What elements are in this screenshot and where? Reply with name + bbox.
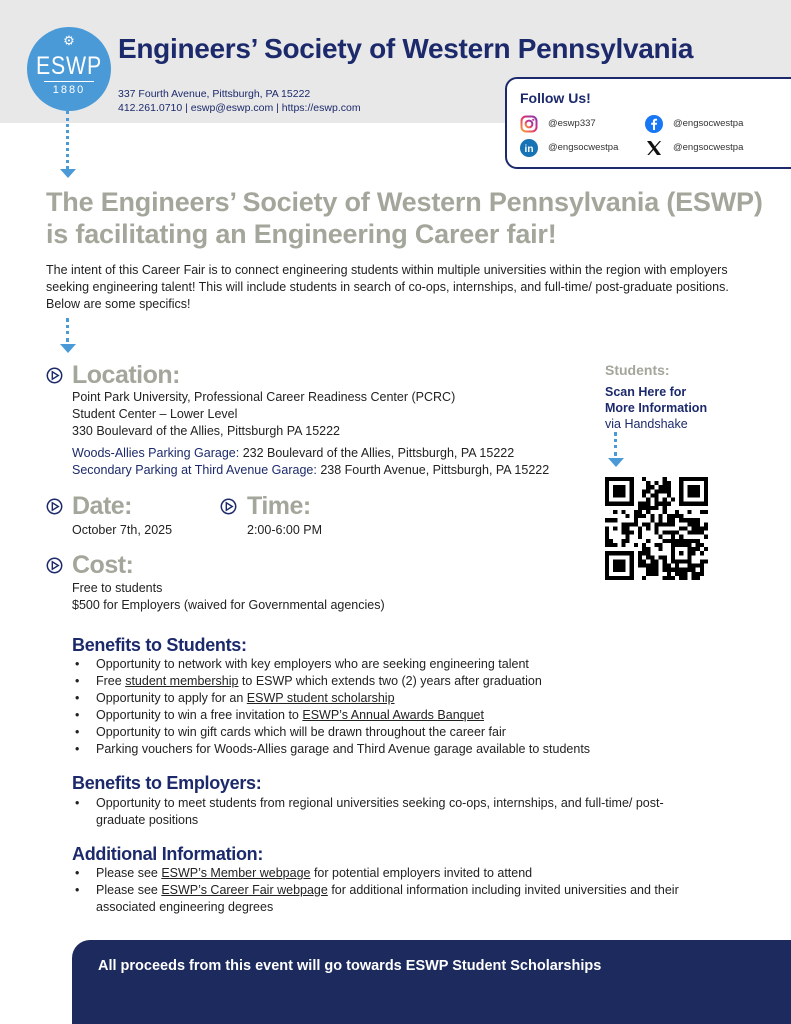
organization-title: Engineers’ Society of Western Pennsylvania: [118, 33, 694, 64]
footer-banner: [72, 940, 791, 1024]
scan-line-2: More Information: [605, 401, 708, 415]
arrow-down-icon: [608, 458, 624, 467]
benefits-students-list: [72, 656, 712, 758]
list-item-text: Opportunity to win a free invitation to: [96, 708, 303, 722]
gear-icon: ⚙: [63, 33, 75, 48]
play-circle-icon: [46, 367, 63, 384]
footer-text: All proceeds from this event will go towards ESWP Student Scholarships: [98, 958, 602, 974]
contact-line[interactable]: 412.261.0710 | eswp@eswp.com | https://eswp.com: [118, 102, 361, 114]
benefits-students-heading: Benefits to Students:: [72, 635, 247, 655]
list-item-link[interactable]: student membership: [125, 674, 239, 688]
list-item-text: Please see: [96, 883, 162, 897]
organization-contact: [118, 87, 361, 115]
scan-via: via Handshake: [605, 417, 688, 431]
students-qr-callout: [605, 362, 755, 432]
list-item-text: Opportunity to apply for an: [96, 691, 247, 705]
x-icon: [645, 139, 663, 157]
list-item: [72, 656, 712, 673]
secondary-parking-address: 238 Fourth Avenue, Pittsburgh, PA 15222: [316, 463, 550, 477]
list-item-text: Parking vouchers for Woods-Allies garage and Third Avenue garage available to students: [96, 742, 591, 756]
eswp-logo: [27, 27, 111, 111]
students-title: Students:: [605, 362, 670, 378]
primary-parking-label: Woods-Allies Parking Garage:: [72, 446, 240, 460]
list-item-text: for additional information including invited universities and their associated engineering degrees: [96, 883, 679, 914]
list-item: [72, 724, 712, 741]
location-venue: Point Park University, Professional Career Readiness Center (PCRC): [72, 390, 456, 404]
cost-employers: $500 for Employers (waived for Governmental agencies): [72, 598, 385, 612]
list-item-text: Opportunity to meet students from regional universities seeking co-ops, internships, and full-time/ post-graduate positions: [96, 796, 664, 827]
list-item-link[interactable]: ESWP student scholarship: [246, 691, 395, 705]
facebook-icon: [645, 115, 663, 133]
list-item: [72, 865, 712, 882]
play-circle-icon: [220, 498, 237, 515]
follow-us-title: Follow Us!: [520, 90, 591, 106]
list-item-text: Free: [96, 674, 126, 688]
logo-abbreviation: ESWP: [36, 52, 102, 80]
play-circle-icon: [46, 557, 63, 574]
svg-text:in: in: [524, 143, 534, 155]
secondary-parking-label: Secondary Parking at Third Avenue Garage:: [72, 463, 317, 477]
linkedin-icon: [520, 139, 538, 157]
location-address: 330 Boulevard of the Allies, Pittsburgh PA 15222: [72, 424, 341, 438]
scan-line-1: Scan Here for: [605, 385, 687, 399]
dotted-connector: [66, 318, 69, 342]
list-item-text: Opportunity to win gift cards which will be drawn throughout the career fair: [96, 725, 506, 739]
list-item: [72, 690, 712, 707]
list-item-link[interactable]: ESWP’s Career Fair webpage: [161, 883, 328, 897]
list-item: [72, 882, 712, 916]
main-headline: The Engineers’ Society of Western Pennsylvania (ESWP) is facilitating an Engineering Career fair!: [46, 187, 763, 249]
cost-heading: Cost:: [72, 551, 134, 579]
logo-year: 1880: [44, 81, 94, 97]
instagram-icon: [520, 115, 538, 133]
list-item-text: to ESWP which extends two (2) years after graduation: [238, 674, 542, 688]
qr-code[interactable]: [605, 477, 708, 580]
date-heading: Date:: [72, 492, 133, 520]
additional-info-heading: Additional Information:: [72, 844, 264, 864]
primary-parking: [72, 445, 514, 462]
dotted-connector: [614, 432, 617, 456]
benefits-employers-list: [72, 795, 712, 829]
list-item-text: Opportunity to network with key employers who are seeking engineering talent: [96, 657, 529, 671]
dotted-connector: [66, 111, 69, 169]
additional-info-list: [72, 865, 712, 916]
primary-parking-address: 232 Boulevard of the Allies, Pittsburgh, PA 15222: [239, 446, 515, 460]
address-line: 337 Fourth Avenue, Pittsburgh, PA 15222: [118, 88, 311, 100]
arrow-down-icon: [60, 344, 76, 353]
list-item-link[interactable]: ESWP’s Member webpage: [161, 866, 311, 880]
cost-students: Free to students: [72, 581, 163, 595]
intro-paragraph: The intent of this Career Fair is to connect engineering students within multiple universities within the region with employers seeking engineering talent! This will include students in search of co-ops, internships, and full-time/ post-graduate positions. Below are some specifics!: [46, 263, 729, 311]
arrow-down-icon: [60, 169, 76, 178]
play-circle-icon: [46, 498, 63, 515]
secondary-parking: [72, 462, 549, 479]
benefits-employers-heading: Benefits to Employers:: [72, 773, 262, 793]
list-item-link[interactable]: ESWP’s Annual Awards Banquet: [302, 708, 484, 722]
time-value: 2:00-6:00 PM: [247, 523, 323, 537]
location-room: Student Center – Lower Level: [72, 407, 238, 421]
list-item: [72, 741, 712, 758]
location-heading: Location:: [72, 361, 180, 389]
date-value: October 7th, 2025: [72, 523, 173, 537]
follow-us-box: Follow Us! @eswp337 @engsocwestpa in @engsocwestpa @engsocwestpa: [505, 77, 791, 169]
list-item-text: Please see: [96, 866, 162, 880]
list-item: [72, 707, 712, 724]
list-item-text: for potential employers invited to attend: [310, 866, 533, 880]
list-item: [72, 673, 712, 690]
time-heading: Time:: [247, 492, 311, 520]
list-item: [72, 795, 712, 829]
